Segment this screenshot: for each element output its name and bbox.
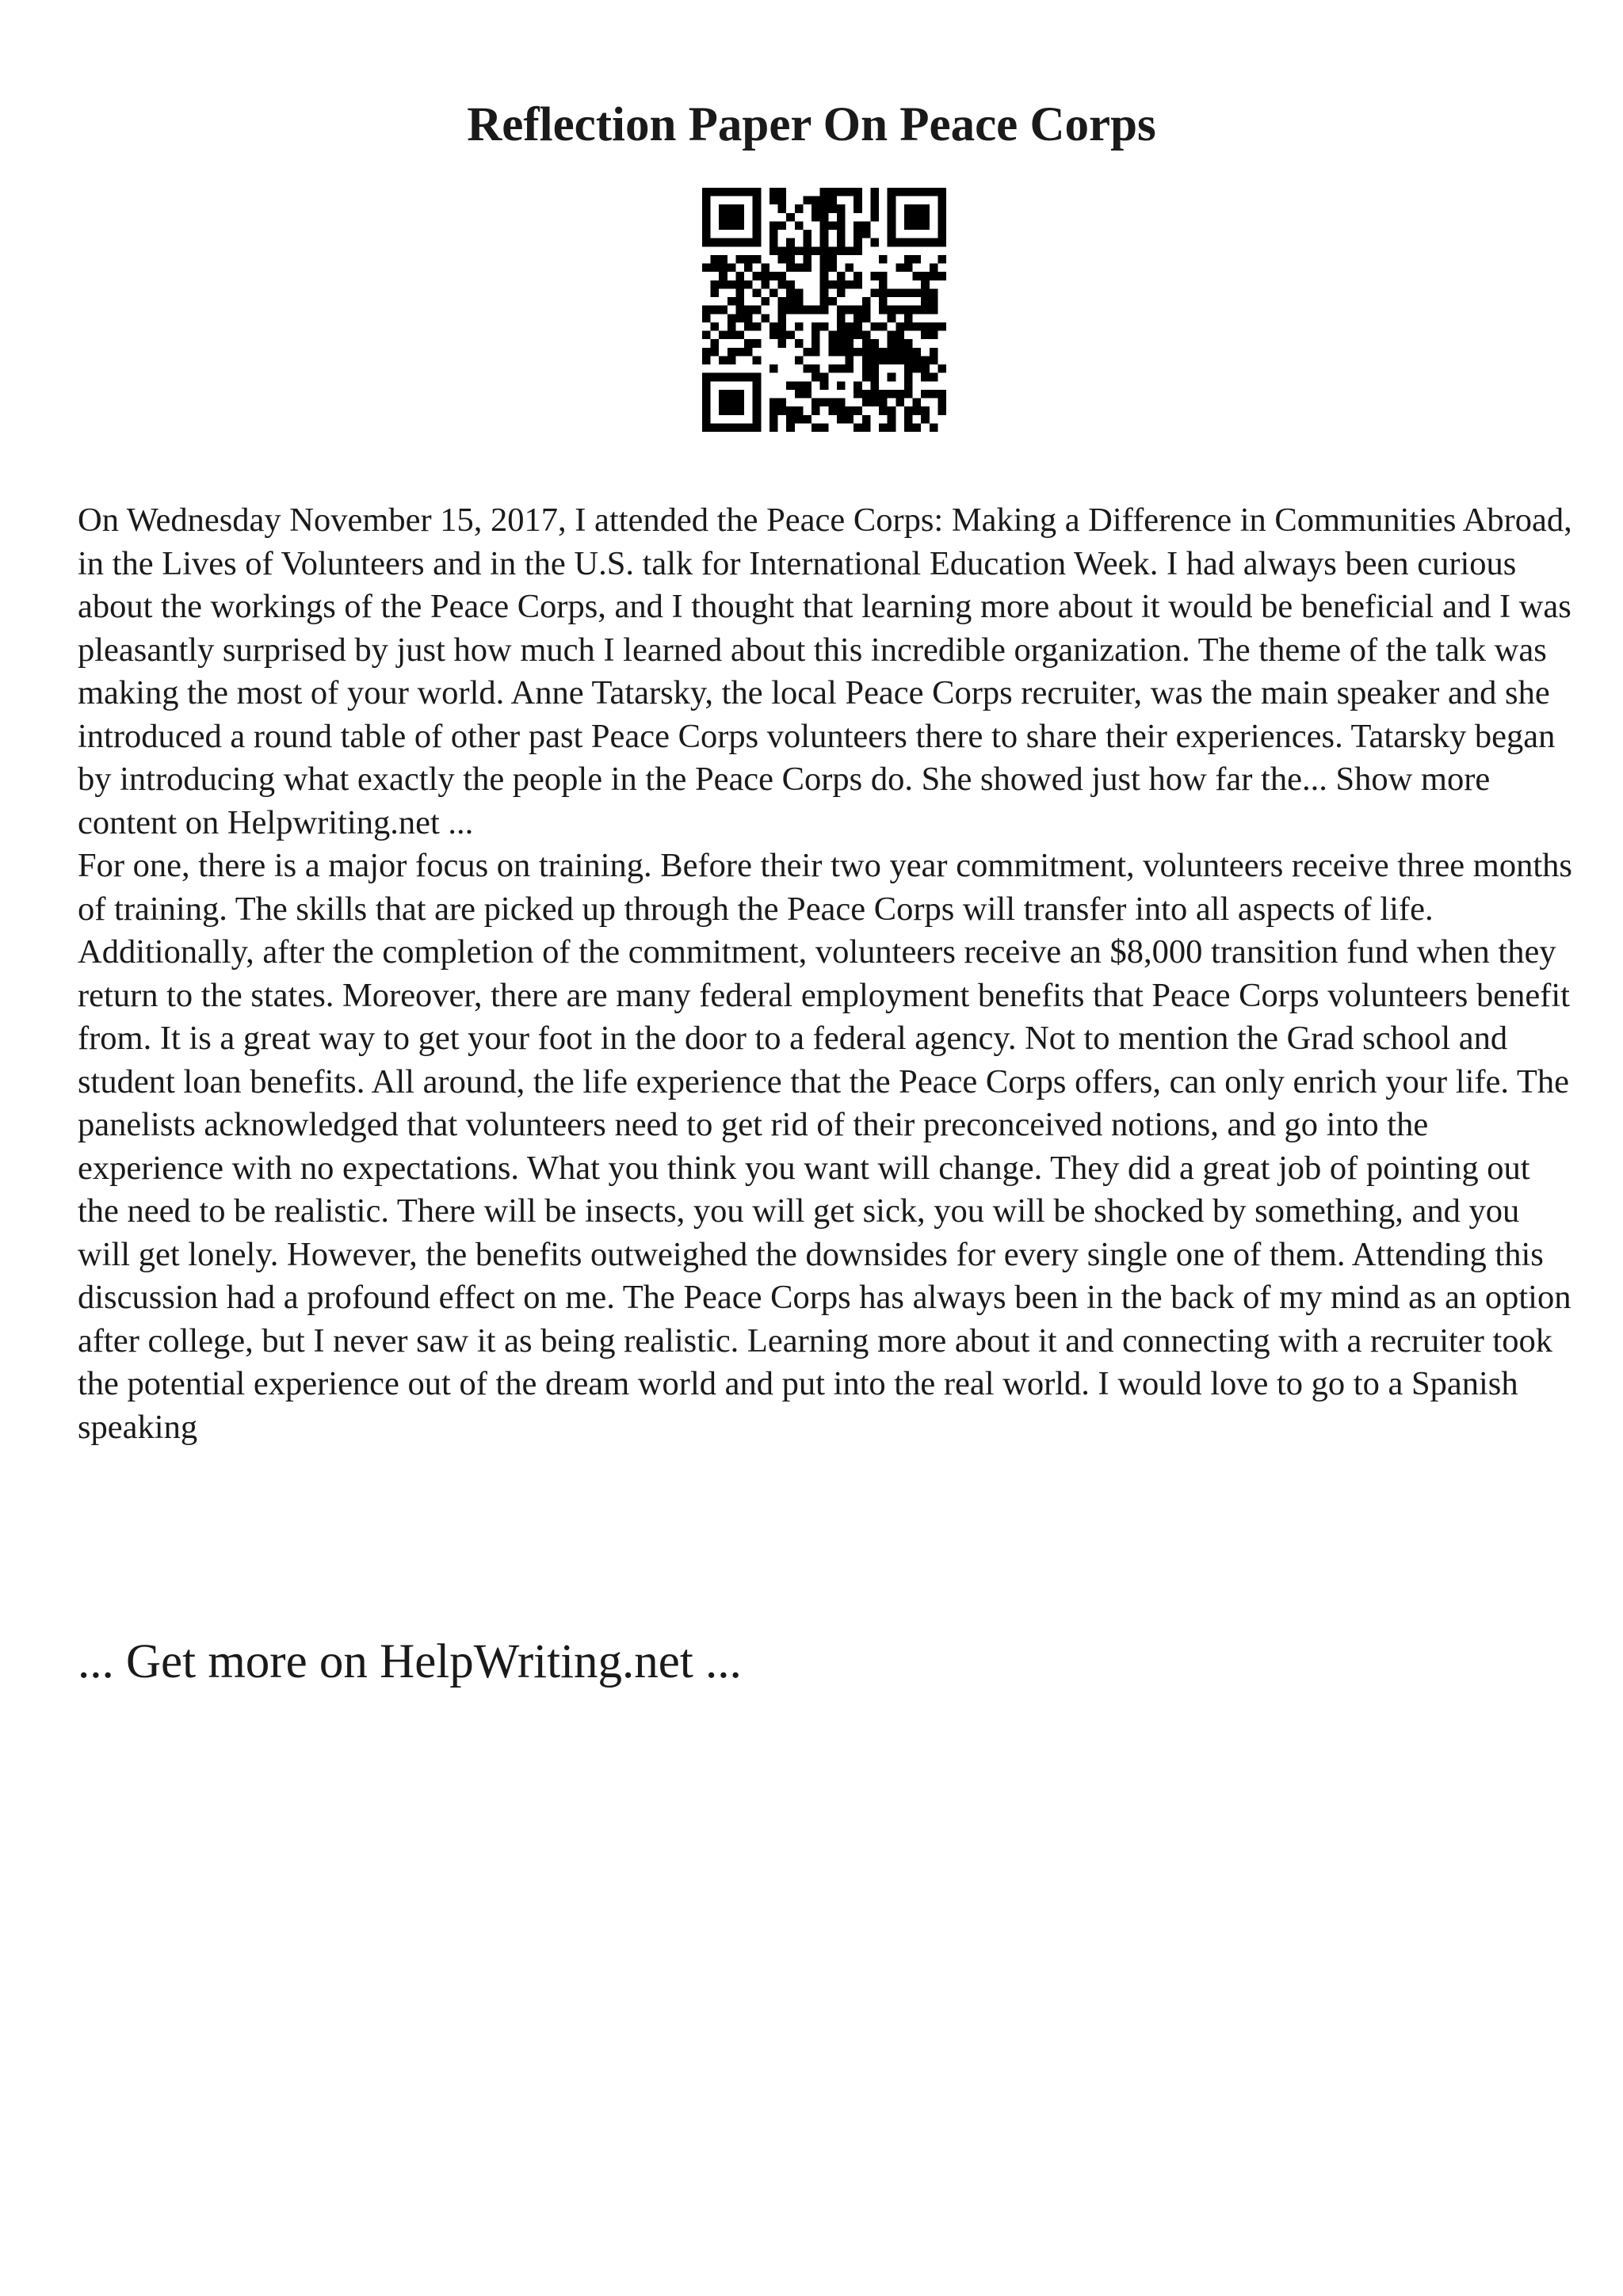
paragraph-1: On Wednesday November 15, 2017, I attended the Peace Corps: Making a Difference in Communities Abroad, in the Lives of Volunteers and in the U.S. talk for International Education Week. I had always been curious about the workings of the Peace Corps, and I thought that learning more about it would be beneficial and I was pleasantly surprised by just how much I learned about this incredible organization. The theme of the talk was making the most of your world. Anne Tatarsky, the local Peace Corps recruiter, was the main speaker and she introduced a round table of other past Peace Corps volunteers there to share their experiences. Tatarsky began by introducing what exactly the people in the Peace Corps do. She showed just how far the... Show more content on Helpwriting.net ... — [78, 502, 1572, 841]
document-title: Reflection Paper On Peace Corps — [467, 98, 1156, 151]
body-text — [78, 499, 1575, 1449]
qr-code-icon — [702, 188, 946, 432]
get-more-link[interactable]: ... Get more on HelpWriting.net ... — [78, 1635, 742, 1688]
paragraph-2: For one, there is a major focus on training. Before their two year commitment, volunteers receive three months of training. The skills that are picked up through the Peace Corps will transfer into all aspects of life. Additionally, after the completion of the commitment, volunteers receive an $8,000 transition fund when they return to the states. Moreover, there are many federal employment benefits that Peace Corps volunteers benefit from. It is a great way to get your foot in the door to a federal agency. Not to mention the Grad school and student loan benefits. All around, the life experience that the Peace Corps offers, can only enrich your life. The panelists acknowledged that volunteers need to get rid of their preconceived notions, and go into the experience with no expectations. What you think you want will change. They did a great job of pointing out the need to be realistic. There will be insects, you will get sick, you will be shocked by something, and you will get lonely. However, the benefits outweighed the downsides for every single one of them. Attending this discussion had a profound effect on me. The Peace Corps has always been in the back of my mind as an option after college, but I never saw it as being realistic. Learning more about it and connecting with a recruiter took the potential experience out of the dream world and put into the real world. I would love to go to a Spanish speaking — [78, 847, 1572, 1446]
